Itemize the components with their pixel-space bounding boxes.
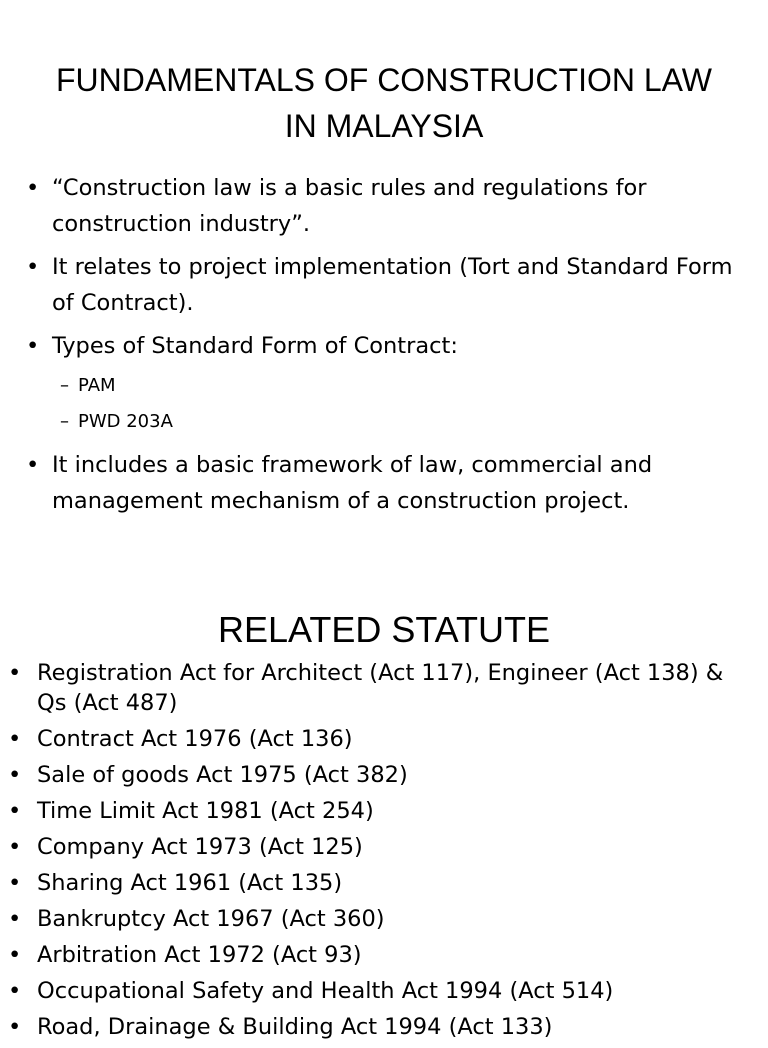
- bullet-icon: •: [8, 906, 22, 932]
- sub-list-item-text: PAM: [78, 375, 116, 396]
- sub-list-item: [52, 368, 746, 404]
- list-item: [26, 249, 746, 321]
- list-item-text: It relates to project implementation (Tort and Standard Form of Contract).: [52, 254, 733, 316]
- bullet-icon: •: [8, 762, 22, 788]
- list-item: [8, 940, 753, 970]
- bullet-list: [26, 170, 746, 526]
- dash-icon: –: [60, 411, 69, 432]
- bullet-icon: •: [8, 726, 22, 752]
- list-item-text: Road, Drainage & Building Act 1994 (Act 133): [37, 1014, 553, 1040]
- list-item: [8, 868, 753, 898]
- slide-title: RELATED STATUTE: [217, 609, 551, 650]
- title-line-1: FUNDAMENTALS OF CONSTRUCTION LAW: [55, 62, 712, 98]
- bullet-icon: •: [26, 452, 40, 478]
- list-item: [8, 796, 753, 826]
- slide-title: [0, 57, 768, 149]
- list-item: [26, 447, 746, 519]
- list-item-text: Types of Standard Form of Contract:: [52, 333, 458, 359]
- bullet-icon: •: [8, 870, 22, 896]
- bullet-icon: •: [8, 942, 22, 968]
- sub-list-item: [52, 404, 746, 440]
- list-item-text: Contract Act 1976 (Act 136): [37, 726, 353, 752]
- bullet-icon: •: [8, 660, 22, 686]
- bullet-icon: •: [26, 333, 40, 359]
- list-item-text: Arbitration Act 1972 (Act 93): [37, 942, 362, 968]
- list-item: [8, 658, 753, 718]
- list-item-text: It includes a basic framework of law, commercial and management mechanism of a construction project.: [52, 452, 653, 514]
- sub-list-item-text: PWD 203A: [78, 411, 173, 432]
- slide-related-statute: [0, 560, 768, 1040]
- list-item: [26, 170, 746, 242]
- list-item-text: “Construction law is a basic rules and regulations for construction industry”.: [52, 175, 647, 237]
- bullet-icon: •: [26, 175, 40, 201]
- list-item: [26, 328, 746, 440]
- bullet-icon: •: [26, 254, 40, 280]
- list-item: [8, 904, 753, 934]
- list-item-text: Bankruptcy Act 1967 (Act 360): [37, 906, 385, 932]
- list-item: [8, 832, 753, 862]
- list-item-text: Sale of goods Act 1975 (Act 382): [37, 762, 408, 788]
- list-item: [8, 1012, 753, 1042]
- bullet-icon: •: [8, 834, 22, 860]
- list-item: [8, 724, 753, 754]
- statute-list: [8, 658, 753, 1048]
- list-item-text: Sharing Act 1961 (Act 135): [37, 870, 343, 896]
- list-item-text: Company Act 1973 (Act 125): [37, 834, 363, 860]
- bullet-icon: •: [8, 798, 22, 824]
- list-item: [8, 976, 753, 1006]
- sub-list: [52, 368, 746, 440]
- list-item: [8, 760, 753, 790]
- bullet-icon: •: [8, 1014, 22, 1040]
- list-item-text: Time Limit Act 1981 (Act 254): [37, 798, 374, 824]
- dash-icon: –: [60, 375, 69, 396]
- list-item-text: Occupational Safety and Health Act 1994 (Act 514): [37, 978, 614, 1004]
- list-item-text: Registration Act for Architect (Act 117), Engineer (Act 138) & Qs (Act 487): [37, 660, 724, 716]
- bullet-icon: •: [8, 978, 22, 1004]
- title-line-2: IN MALAYSIA: [284, 108, 484, 144]
